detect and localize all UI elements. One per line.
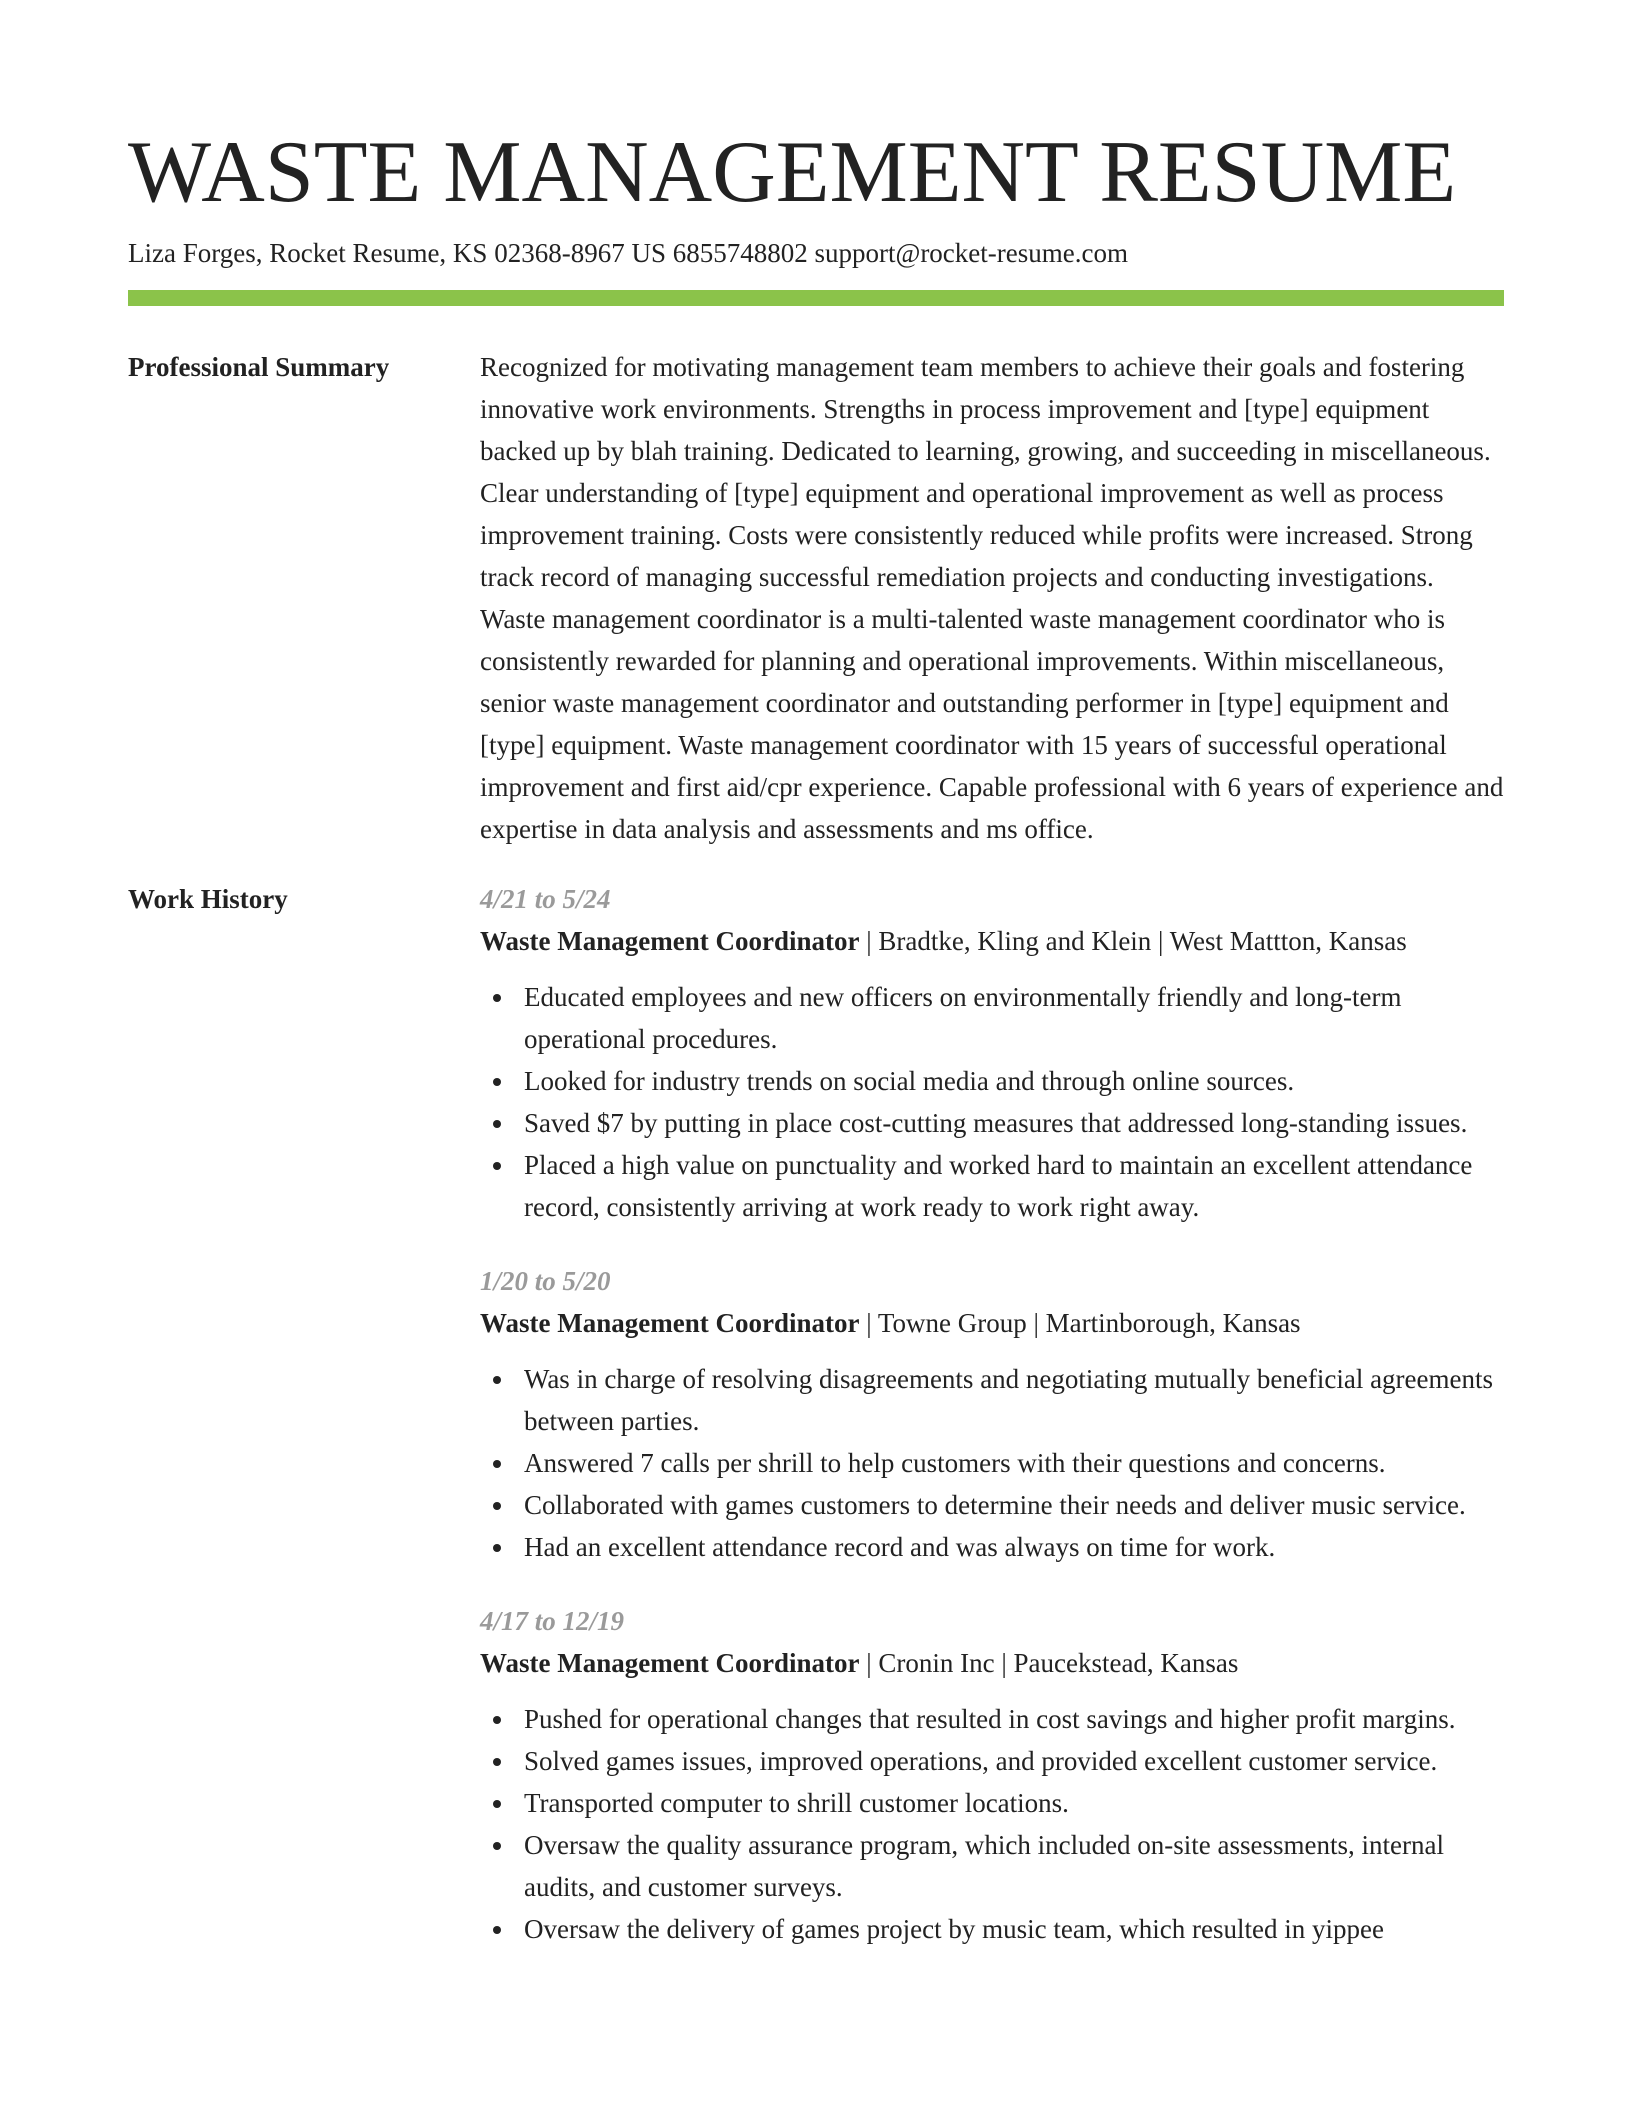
job-bullet: Saved $7 by putting in place cost-cutting measures that addressed long-standing issues. bbox=[524, 1102, 1504, 1144]
job-bullet: Was in charge of resolving disagreements and negotiating mutually beneficial agreements between parties. bbox=[524, 1358, 1504, 1442]
job-entry bbox=[480, 1260, 1504, 1568]
job-details: | Towne Group | Martinborough, Kansas bbox=[859, 1308, 1301, 1338]
work-history-section bbox=[128, 878, 1504, 1982]
job-dates: 4/17 to 12/19 bbox=[480, 1606, 625, 1636]
job-details: | Bradtke, Kling and Klein | West Mattton, Kansas bbox=[859, 926, 1407, 956]
job-dates: 1/20 to 5/20 bbox=[480, 1266, 611, 1296]
job-bullet: Pushed for operational changes that resulted in cost savings and higher profit margins. bbox=[524, 1698, 1504, 1740]
job-title: Waste Management Coordinator bbox=[480, 1648, 860, 1678]
job-bullets bbox=[480, 976, 1504, 1228]
contact-line: Liza Forges, Rocket Resume, KS 02368-8967 US 6855748802 support@rocket-resume.com bbox=[128, 238, 1128, 268]
header-divider bbox=[128, 290, 1504, 306]
job-bullet: Transported computer to shrill customer locations. bbox=[524, 1782, 1504, 1824]
section-label-summary: Professional Summary bbox=[128, 352, 390, 382]
job-bullet: Oversaw the delivery of games project by music team, which resulted in yippee bbox=[524, 1908, 1504, 1950]
job-heading bbox=[480, 1642, 1504, 1684]
job-dates: 4/21 to 5/24 bbox=[480, 884, 611, 914]
job-bullet: Had an excellent attendance record and was always on time for work. bbox=[524, 1526, 1504, 1568]
summary-text: Recognized for motivating management team members to achieve their goals and fostering innovative work environments. Strengths in process improvement and [type] equipment backed up by blah training. Dedicated to learning, growing, and succeeding in miscellaneous. Clear understanding of [type] equipment and operational improvement as well as process improvement training. Costs were consistently reduced while profits were increased. Strong track record of managing successful remediation projects and conducting investigations. Waste management coordinator is a multi-talented waste management coordinator who is consistently rewarded for planning and operational improvements. Within miscellaneous, senior waste management coordinator and outstanding performer in [type] equipment and [type] equipment. Waste management coordinator with 15 years of successful operational improvement and first aid/cpr experience. Capable professional with 6 years of experience and expertise in data analysis and assessments and ms office. bbox=[480, 352, 1504, 844]
job-bullets bbox=[480, 1698, 1504, 1950]
professional-summary-section bbox=[128, 346, 1504, 850]
job-entry bbox=[480, 878, 1504, 1228]
job-heading bbox=[480, 1302, 1504, 1344]
job-bullet: Solved games issues, improved operations, and provided excellent customer service. bbox=[524, 1740, 1504, 1782]
job-entry bbox=[480, 1600, 1504, 1950]
job-bullet: Educated employees and new officers on environmentally friendly and long-term operational procedures. bbox=[524, 976, 1504, 1060]
summary-body bbox=[480, 346, 1504, 850]
resume-title: WASTE MANAGEMENT RESUME bbox=[128, 124, 1457, 221]
job-bullet: Answered 7 calls per shrill to help customers with their questions and concerns. bbox=[524, 1442, 1504, 1484]
resume-page bbox=[128, 118, 1504, 1982]
section-label-work: Work History bbox=[128, 884, 288, 914]
job-bullet: Collaborated with games customers to determine their needs and deliver music service. bbox=[524, 1484, 1504, 1526]
job-details: | Cronin Inc | Paucekstead, Kansas bbox=[859, 1648, 1239, 1678]
job-title: Waste Management Coordinator bbox=[480, 1308, 860, 1338]
job-heading bbox=[480, 920, 1504, 962]
job-bullet: Looked for industry trends on social media and through online sources. bbox=[524, 1060, 1504, 1102]
job-bullet: Oversaw the quality assurance program, which included on-site assessments, internal audits, and customer surveys. bbox=[524, 1824, 1504, 1908]
job-bullets bbox=[480, 1358, 1504, 1568]
work-history-body bbox=[480, 878, 1504, 1982]
job-title: Waste Management Coordinator bbox=[480, 926, 860, 956]
job-bullet: Placed a high value on punctuality and worked hard to maintain an excellent attendance record, consistently arriving at work ready to work right away. bbox=[524, 1144, 1504, 1228]
